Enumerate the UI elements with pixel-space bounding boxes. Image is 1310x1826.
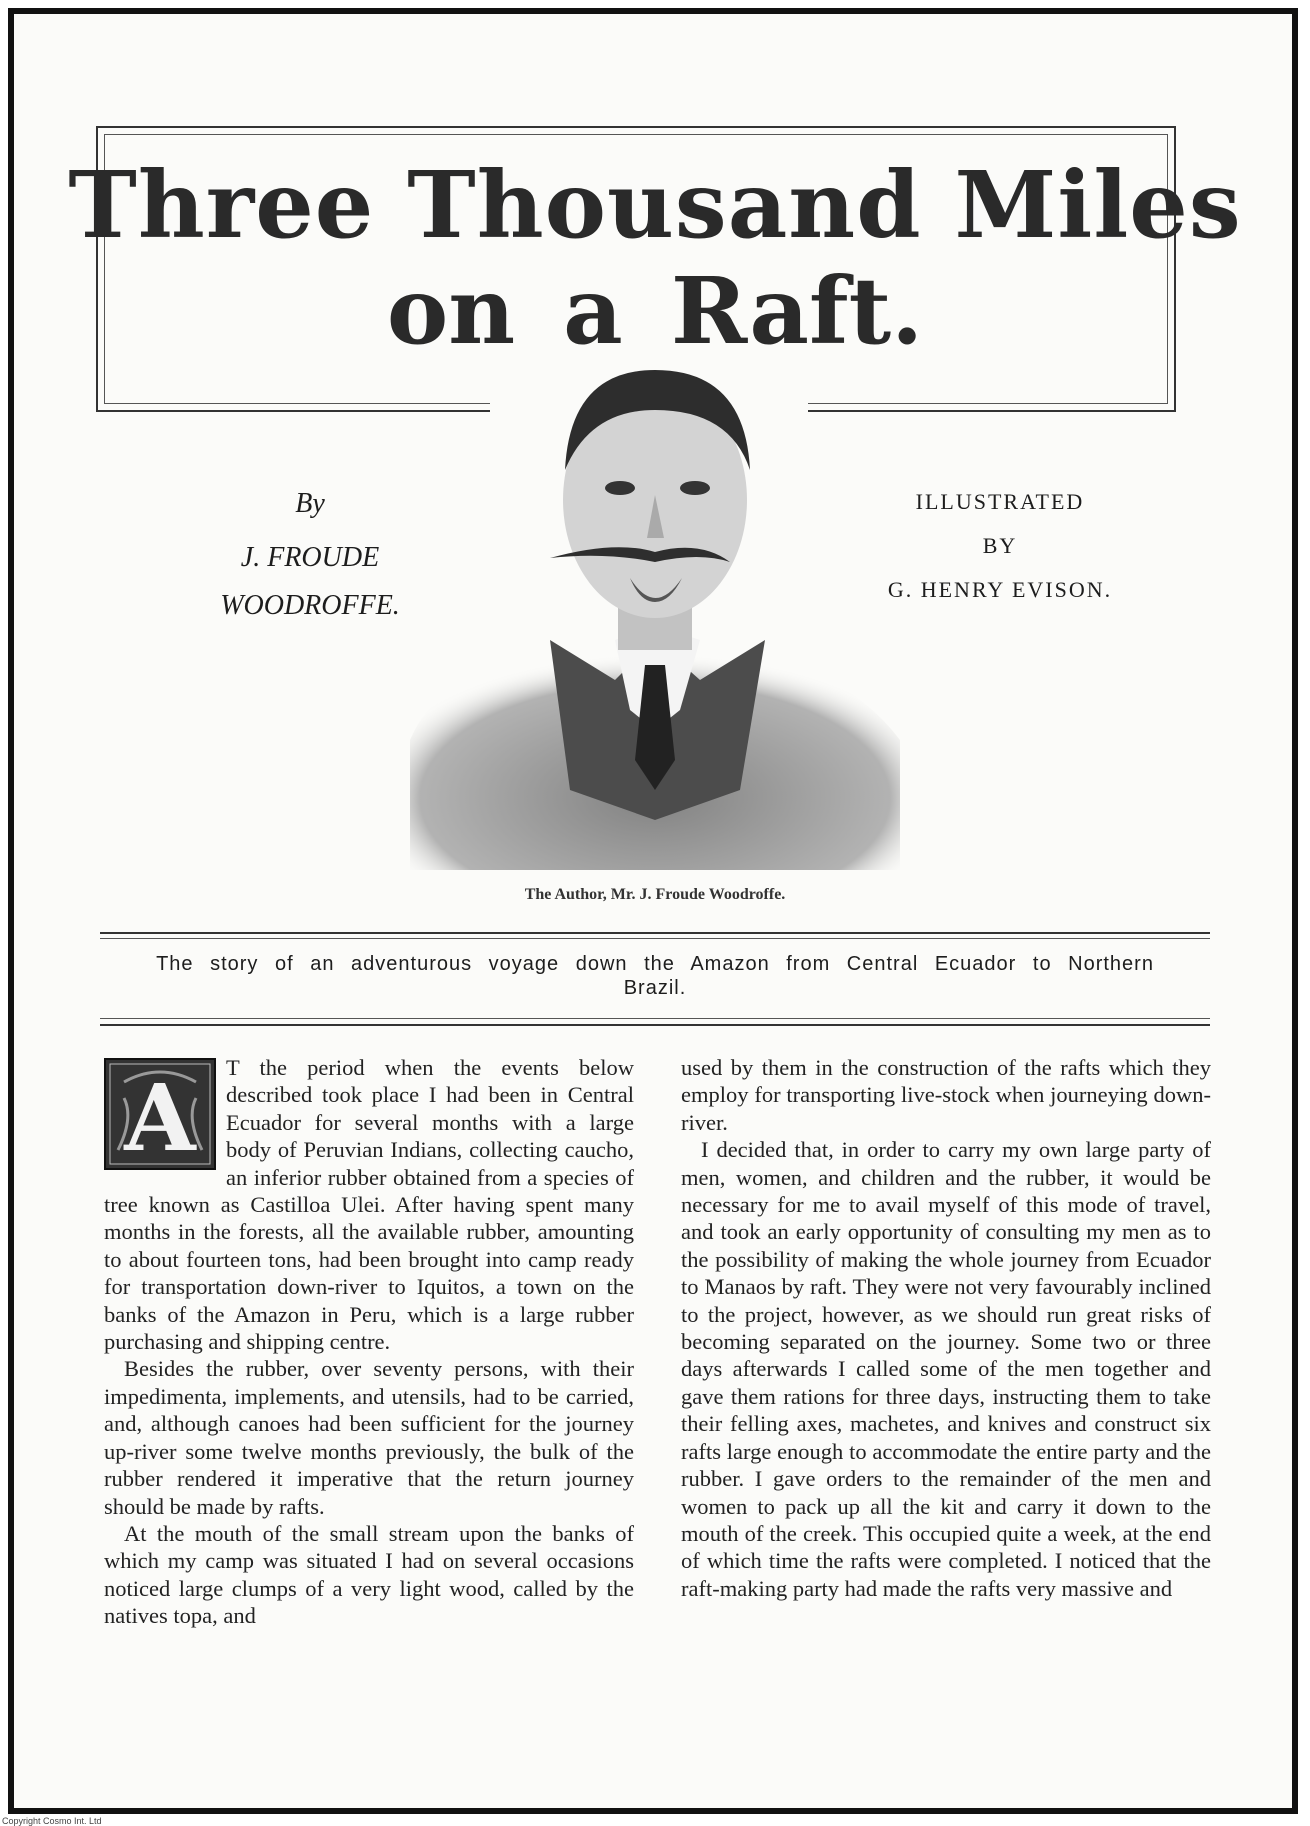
summary-rule-top xyxy=(100,932,1210,934)
left-paragraph-3: At the mouth of the small stream upon the banks of which my camp was situated I had on several occasions noticed large clumps of a very light wood, called by the natives topa, and xyxy=(104,1520,634,1629)
summary-rule-top-thin xyxy=(100,938,1210,939)
article-title-line1: Three Thousand Miles xyxy=(68,151,1242,259)
summary-rule-bottom xyxy=(100,1024,1210,1026)
body-column-left xyxy=(104,1054,634,1630)
article-summary: The story of an adventurous voyage down the Amazon from Central Ecuador to Northern Brazil. xyxy=(156,953,1154,999)
left-paragraph-2: Besides the rubber, over seventy persons, with their impedimenta, implements, and utensils, had to be carried, and, although canoes had been sufficient for the journey up-river some twelve months previously, the bulk of the rubber rendered it imperative that the return journey should be made by rafts. xyxy=(104,1356,634,1519)
right-paragraph-2: I decided that, in order to carry my own large party of men, women, and children and the rubber, it would be necessary for me to avail myself of this mode of travel, and took an early opportunity of consulting my men as to the possibility of making the whole journey from Ecuador to Manaos by raft. They were not very favourably inclined to the project, however, as we should run great risks of becoming separated on the journey. Some two or three days afterwards I called some of the men together and gave them rations for three days, instructing them to take their felling axes, machetes, and knives and construct six rafts large enough to accommodate the entire party and the rubber. I gave orders to the remainder of the men and women to pack up all the kit and carry it down to the mouth of the creek. This occupied quite a week, at the end of which time the rafts were completed. I noticed that the raft-making party had made the rafts very massive and xyxy=(681,1137,1211,1601)
portrait-caption: The Author, Mr. J. Froude Woodroffe. xyxy=(524,886,786,903)
illustrator-line3: G. HENRY EVISON. xyxy=(887,577,1113,602)
byline-by: By xyxy=(295,488,325,519)
illustrator-line2: BY xyxy=(982,533,1018,558)
dropcap-ornament xyxy=(104,1058,216,1170)
article-title-line2: on a Raft. xyxy=(386,257,924,365)
dropcap-letter: A xyxy=(124,1064,196,1170)
right-paragraph-1: used by them in the construction of the rafts which they employ for transporting live-stock when journeying down-river. xyxy=(681,1055,1211,1135)
left-paragraph-1: T the period when the events below described took place I had been in Central Ecuador for several months with a large body of Peruvian Indians, collecting caucho, an inferior rubber obtained from a species of tree known as Castilloa Ulei. After having spent many months in the forests, all the available rubber, amounting to about fourteen tons, had been brought into camp ready for transportation down-river to Iquitos, a town on the banks of the Amazon in Peru, which is a large rubber purchasing and shipping centre. xyxy=(104,1055,634,1355)
author-line1: J. FROUDE xyxy=(240,542,380,573)
illustrator-credit xyxy=(880,480,1120,612)
author-portrait xyxy=(400,340,910,870)
summary-rule-bottom-thin xyxy=(100,1018,1210,1019)
body-column-right xyxy=(681,1054,1211,1602)
author-line2: WOODROFFE. xyxy=(220,590,400,621)
illustrator-line1: ILLUSTRATED xyxy=(915,489,1085,514)
copyright-notice: Copyright Cosmo Int. Ltd xyxy=(2,1816,102,1826)
